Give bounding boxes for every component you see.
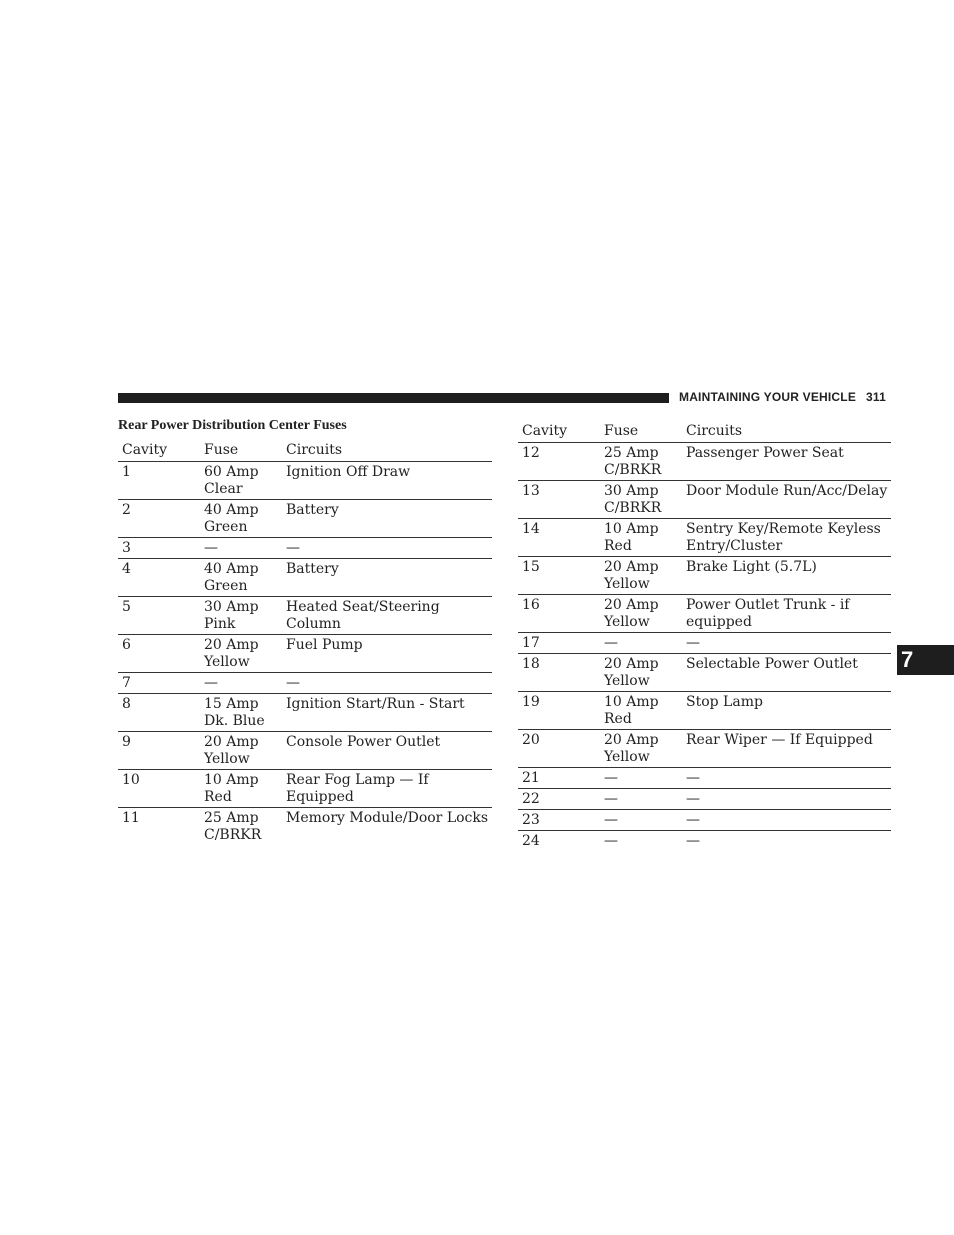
column-header-fuse: Fuse (200, 441, 282, 462)
circuit-cell: Battery (282, 559, 492, 597)
circuit-cell: — (682, 789, 891, 810)
cavity-cell: 5 (118, 597, 200, 635)
fuse-cell (200, 500, 282, 538)
fuse-rating: 30 Amp (604, 483, 659, 499)
fuse-cell (200, 538, 282, 559)
fuse-cell (200, 462, 282, 500)
circuit-cell: — (282, 673, 492, 694)
fuse-rating: — (604, 770, 618, 786)
fuse-color: Yellow (604, 749, 650, 765)
fuse-color: Clear (204, 481, 243, 497)
fuse-rating: 10 Amp (204, 772, 259, 788)
fuse-rating: 60 Amp (204, 464, 259, 480)
circuit-cell: Rear Wiper — If Equipped (682, 730, 891, 768)
column-header-fuse: Fuse (600, 422, 682, 443)
fuse-cell (600, 730, 682, 768)
fuse-rating: — (204, 675, 218, 691)
fuse-cell (600, 810, 682, 831)
fuse-color: Pink (204, 616, 236, 632)
section-title: Rear Power Distribution Center Fuses (118, 418, 347, 433)
fuse-color: Red (604, 538, 632, 554)
circuit-cell: — (682, 633, 891, 654)
fuse-rating: 25 Amp (604, 445, 659, 461)
cavity-cell: 19 (518, 692, 600, 730)
fuse-rating: 20 Amp (604, 559, 659, 575)
fuse-color: C/BRKR (604, 500, 662, 516)
fuse-color: C/BRKR (204, 827, 262, 843)
fuse-cell (200, 808, 282, 846)
fuse-color: Yellow (604, 673, 650, 689)
fuse-color: Red (204, 789, 232, 805)
cavity-cell: 20 (518, 730, 600, 768)
circuit-cell: Power Outlet Trunk - if equipped (682, 595, 891, 633)
table-row (518, 595, 891, 633)
table-row (118, 559, 492, 597)
circuit-cell: Stop Lamp (682, 692, 891, 730)
table-row (118, 770, 492, 808)
fuse-cell (600, 831, 682, 852)
cavity-cell: 13 (518, 481, 600, 519)
fuse-rating: — (604, 791, 618, 807)
circuit-cell: Fuel Pump (282, 635, 492, 673)
fuse-cell (600, 481, 682, 519)
circuit-cell: — (682, 768, 891, 789)
table-row (518, 654, 891, 692)
fuse-rating: 30 Amp (204, 599, 259, 615)
fuse-rating: 10 Amp (604, 521, 659, 537)
header-rule (118, 393, 669, 403)
fuse-color: Red (604, 711, 632, 727)
fuse-cell (600, 654, 682, 692)
cavity-cell: 16 (518, 595, 600, 633)
circuit-cell: Door Module Run/Acc/Delay (682, 481, 891, 519)
circuit-cell: Memory Module/Door Locks (286, 810, 489, 826)
cavity-cell: 12 (518, 443, 600, 481)
cavity-cell: 10 (118, 770, 200, 808)
fuse-rating: — (204, 540, 218, 556)
table-row (518, 730, 891, 768)
fuse-table-right (518, 422, 891, 851)
fuse-cell (200, 597, 282, 635)
table-row (518, 557, 891, 595)
fuse-color: Yellow (604, 576, 650, 592)
fuse-rating: 40 Amp (204, 502, 259, 518)
table-row (118, 694, 492, 732)
fuse-rating: 20 Amp (604, 597, 659, 613)
table-header-row (118, 441, 492, 462)
circuit-cell: Brake Light (5.7L) (682, 557, 891, 595)
table-row (518, 768, 891, 789)
cavity-cell: 8 (118, 694, 200, 732)
table-row (118, 732, 492, 770)
cavity-cell: 7 (118, 673, 200, 694)
fuse-rating: 15 Amp (204, 696, 259, 712)
fuse-cell (600, 519, 682, 557)
fuse-rating: 20 Amp (604, 656, 659, 672)
cavity-cell: 23 (518, 810, 600, 831)
circuit-cell: — (282, 538, 492, 559)
fuse-cell (200, 635, 282, 673)
table-row (118, 500, 492, 538)
fuse-table-right-body (518, 443, 891, 852)
table-header-row (518, 422, 891, 443)
cavity-cell: 3 (118, 538, 200, 559)
fuse-color: C/BRKR (604, 462, 662, 478)
fuse-rating: — (604, 833, 618, 849)
page-number: 311 (866, 390, 886, 404)
fuse-cell (200, 770, 282, 808)
circuit-cell: — (686, 833, 700, 849)
fuse-color: Yellow (604, 614, 650, 630)
table-row (118, 673, 492, 694)
fuse-rating: 20 Amp (204, 734, 259, 750)
section-label: MAINTAINING YOUR VEHICLE (679, 390, 857, 404)
fuse-color: Yellow (204, 654, 250, 670)
column-header-cavity: Cavity (518, 422, 600, 443)
fuse-cell (600, 443, 682, 481)
fuse-color: Green (204, 578, 248, 594)
fuse-rating: — (604, 812, 618, 828)
circuit-cell: Selectable Power Outlet (682, 654, 891, 692)
cavity-cell: 1 (118, 462, 200, 500)
table-row (518, 789, 891, 810)
column-header-cavity: Cavity (118, 441, 200, 462)
table-row (518, 481, 891, 519)
circuit-cell: Console Power Outlet (282, 732, 492, 770)
cavity-cell: 9 (118, 732, 200, 770)
fuse-cell (600, 768, 682, 789)
cavity-cell: 6 (118, 635, 200, 673)
column-header-circuits: Circuits (282, 441, 492, 462)
cavity-cell: 21 (518, 768, 600, 789)
table-row (118, 597, 492, 635)
cavity-cell: 14 (518, 519, 600, 557)
cavity-cell: 4 (118, 559, 200, 597)
fuse-cell (600, 692, 682, 730)
cavity-cell: 15 (518, 557, 600, 595)
table-row (118, 538, 492, 559)
circuit-cell: — (682, 810, 891, 831)
table-row (518, 810, 891, 831)
fuse-table-left (118, 441, 492, 845)
table-row (518, 519, 891, 557)
cavity-cell: 22 (518, 789, 600, 810)
circuit-cell: Passenger Power Seat (682, 443, 891, 481)
fuse-cell (200, 559, 282, 597)
fuse-color: Yellow (204, 751, 250, 767)
table-row (118, 462, 492, 500)
fuse-cell (600, 789, 682, 810)
chapter-tab: 7 (897, 645, 954, 675)
cavity-cell: 24 (522, 833, 540, 849)
fuse-rating: 20 Amp (604, 732, 659, 748)
table-row (518, 443, 891, 481)
circuit-cell: Battery (282, 500, 492, 538)
running-header (679, 390, 886, 404)
table-row (518, 831, 891, 852)
fuse-cell (600, 557, 682, 595)
fuse-color: Green (204, 519, 248, 535)
circuit-cell: Ignition Off Draw (282, 462, 492, 500)
fuse-rating: 25 Amp (204, 810, 259, 826)
circuit-cell: Rear Fog Lamp — If Equipped (282, 770, 492, 808)
fuse-cell (200, 673, 282, 694)
fuse-rating: 40 Amp (204, 561, 259, 577)
fuse-cell (200, 732, 282, 770)
table-row (118, 808, 492, 846)
fuse-cell (600, 595, 682, 633)
table-row (518, 633, 891, 654)
fuse-rating: 10 Amp (604, 694, 659, 710)
table-row (518, 692, 891, 730)
fuse-rating: 20 Amp (204, 637, 259, 653)
fuse-color: Dk. Blue (204, 713, 265, 729)
circuit-cell: Sentry Key/Remote Keyless Entry/Cluster (682, 519, 891, 557)
column-header-circuits: Circuits (682, 422, 891, 443)
cavity-cell: 17 (518, 633, 600, 654)
circuit-cell: Ignition Start/Run - Start (282, 694, 492, 732)
fuse-rating: — (604, 635, 618, 651)
fuse-cell (200, 694, 282, 732)
table-row (118, 635, 492, 673)
circuit-cell: Heated Seat/Steering Column (282, 597, 492, 635)
fuse-table-left-body (118, 462, 492, 846)
cavity-cell: 18 (518, 654, 600, 692)
cavity-cell: 11 (122, 810, 140, 826)
fuse-cell (600, 633, 682, 654)
cavity-cell: 2 (118, 500, 200, 538)
